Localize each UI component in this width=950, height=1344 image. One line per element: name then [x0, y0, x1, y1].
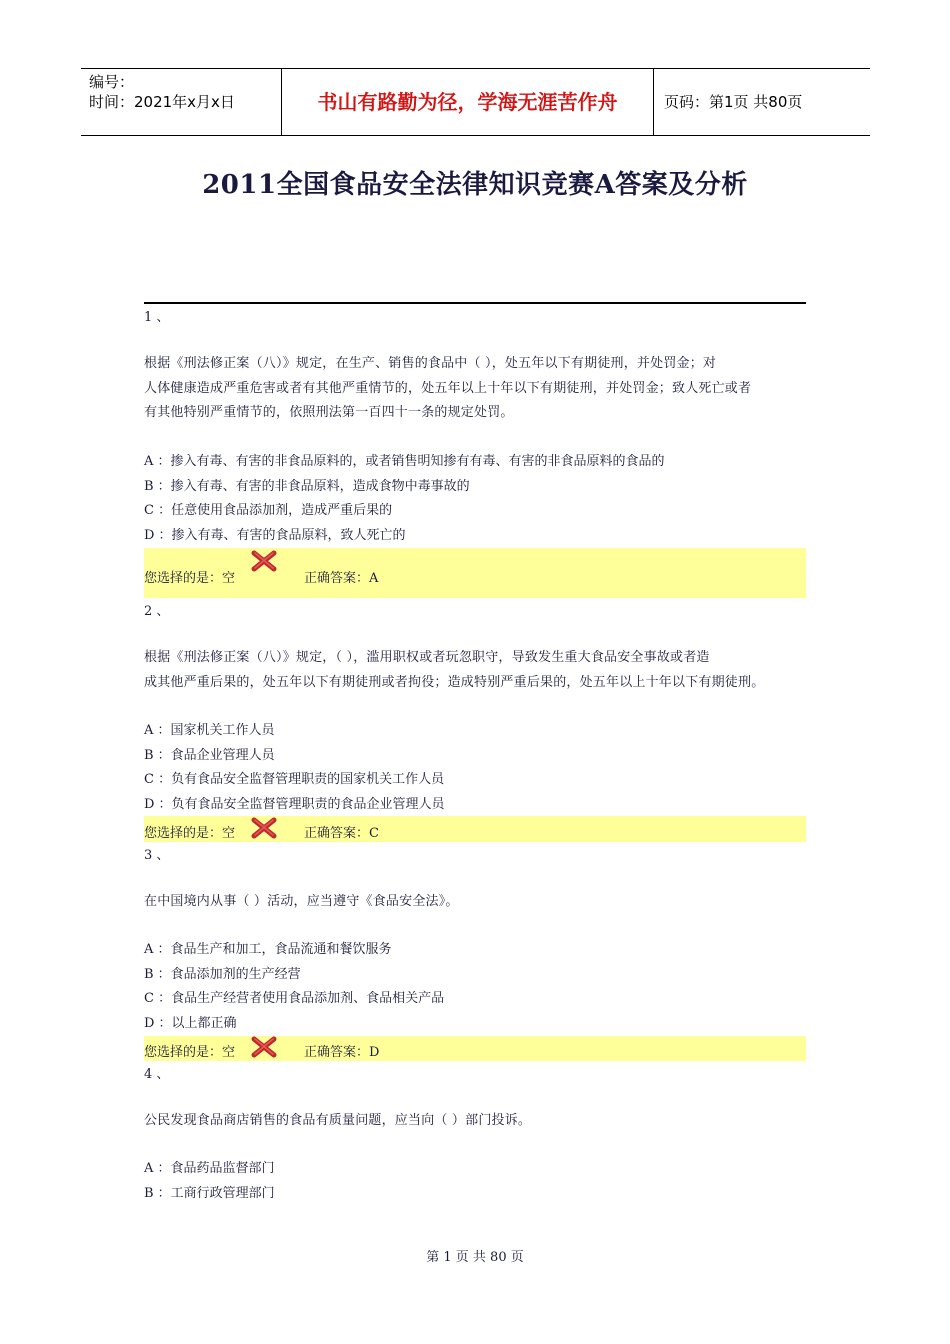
- question-line: 在中国境内从事（ ）活动，应当遵守《食品安全法》。: [144, 894, 459, 909]
- option-a[interactable]: A ：食品药品监督部门: [144, 1161, 275, 1176]
- serial-label: 编号：: [89, 73, 135, 91]
- document-title: 2011全国食品安全法律知识竞赛A答案及分析: [202, 170, 748, 200]
- option-list: [144, 719, 816, 818]
- wrong-x-icon: [251, 1035, 277, 1059]
- option-d[interactable]: D ：以上都正确: [144, 1016, 237, 1032]
- selected-answer: 您选择的是：空: [144, 1045, 236, 1060]
- question-text: [144, 890, 816, 915]
- question-line: 人体健康造成严重危害或者有其他严重情节的，处五年以上十年以下有期徒刑，并处罚金；致人死亡或者: [144, 380, 752, 396]
- option-c[interactable]: C ：食品生产经营者使用食品添加剂、食品相关产品: [144, 991, 445, 1007]
- question-line: 根据《刑法修正案（八）》规定，在生产、销售的食品中（ ），处五年以下有期徒刑，并处罚金；对: [144, 356, 717, 371]
- question-line: 根据《刑法修正案（八）》规定，（ ），滥用职权或者玩忽职守，导致发生重大食品安全事故或者造: [144, 650, 710, 665]
- option-b[interactable]: B ：食品企业管理人员: [144, 747, 275, 763]
- correct-answer: 正确答案：D: [304, 1045, 380, 1060]
- question-text: [144, 646, 816, 695]
- option-list: [144, 1157, 816, 1206]
- option-a[interactable]: A ：国家机关工作人员: [144, 723, 275, 738]
- question-number: 4 、: [144, 1067, 170, 1082]
- option-b[interactable]: B ：食品添加剂的生产经营: [144, 966, 301, 982]
- wrong-x-icon: [251, 816, 277, 840]
- time-label: 时间：2021年x月x日: [89, 93, 235, 111]
- option-c[interactable]: C ：任意使用食品添加剂，造成严重后果的: [144, 503, 393, 519]
- option-a[interactable]: A ：食品生产和加工，食品流通和餐饮服务: [144, 942, 392, 957]
- wrong-x-icon: [251, 549, 277, 573]
- correct-answer: 正确答案：A: [304, 571, 379, 586]
- option-b[interactable]: B ：掺入有毒、有害的非食品原料，造成食物中毒事故的: [144, 478, 470, 494]
- correct-answer: 正确答案：C: [304, 826, 379, 841]
- option-list: [144, 450, 816, 549]
- header-meta: [81, 69, 282, 135]
- selected-answer: 您选择的是：空: [144, 571, 236, 586]
- answer-bar: [144, 1036, 806, 1061]
- title-divider: [144, 302, 806, 304]
- question-text: [144, 352, 816, 426]
- question-line: 有其他特别严重情节的，依照刑法第一百四十一条的规定处罚。: [144, 405, 514, 420]
- option-b[interactable]: B ：工商行政管理部门: [144, 1185, 275, 1201]
- selected-answer: 您选择的是：空: [144, 826, 236, 841]
- header-page-info: 页码：第1页 共80页: [664, 93, 803, 111]
- question-number: 2 、: [144, 604, 170, 619]
- question-line: 成其他严重后果的，处五年以下有期徒刑或者拘役；造成特别严重后果的，处五年以上十年以下有期徒刑。: [144, 674, 765, 690]
- question-line: 公民发现食品商店销售的食品有质量问题，应当向（ ）部门投诉。: [144, 1113, 532, 1128]
- option-d[interactable]: D ：掺入有毒、有害的食品原料，致人死亡的: [144, 528, 406, 544]
- option-c[interactable]: C ：负有食品安全监督管理职责的国家机关工作人员: [144, 772, 445, 788]
- option-a[interactable]: A ：掺入有毒、有害的非食品原料的，或者销售明知掺有有毒、有害的非食品原料的食品的: [144, 454, 665, 469]
- option-list: [144, 938, 816, 1037]
- header-motto: 书山有路勤为径，学海无涯苦作舟: [282, 69, 654, 135]
- question-number: 3 、: [144, 848, 170, 863]
- page-header: [81, 68, 870, 136]
- question-text: [144, 1109, 816, 1134]
- page-footer: 第 1 页 共 80 页: [426, 1250, 524, 1265]
- option-d[interactable]: D ：负有食品安全监督管理职责的食品企业管理人员: [144, 797, 445, 813]
- question-number: 1 、: [144, 310, 170, 325]
- answer-bar: [144, 816, 806, 842]
- answer-bar: [144, 548, 806, 598]
